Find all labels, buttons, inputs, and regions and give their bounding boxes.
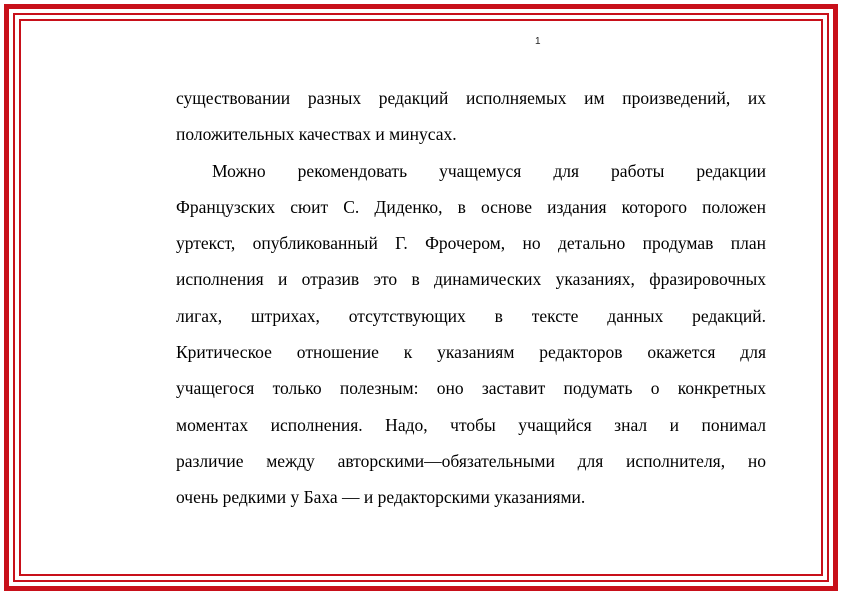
text-line: Можно рекомендовать учащемуся для работы редакции	[212, 160, 766, 181]
text-line: исполнения и отразив это в динамических указаниях, фразировочных	[176, 269, 766, 290]
text-line: уртекст, опубликованный Г. Фрочером, но детально продумав план	[176, 233, 766, 254]
text-line: Французских сюит С. Диденко, в основе издания которого положен	[176, 196, 766, 217]
text-line: моментах исполнения. Надо, чтобы учащийся знал и понимал	[176, 414, 766, 435]
text-line: лигах, штрихах, отсутствующих в тексте данных редакций.	[176, 305, 766, 326]
page-number: 1	[535, 36, 541, 47]
text-line: Критическое отношение к указаниям редакторов окажется для	[176, 342, 766, 363]
text-line: различие между авторскими—обязательными для исполнителя, но	[176, 450, 766, 471]
text-line: существовании разных редакций исполняемых им произведений, их	[176, 88, 766, 108]
body-text	[176, 80, 766, 516]
text-line: очень редкими у Баха — и редакторскими указаниями.	[176, 487, 586, 508]
text-line: положительных качествах и минусах.	[176, 124, 457, 145]
text-line: учащегося только полезным: оно заставит подумать о конкретных	[176, 378, 766, 399]
